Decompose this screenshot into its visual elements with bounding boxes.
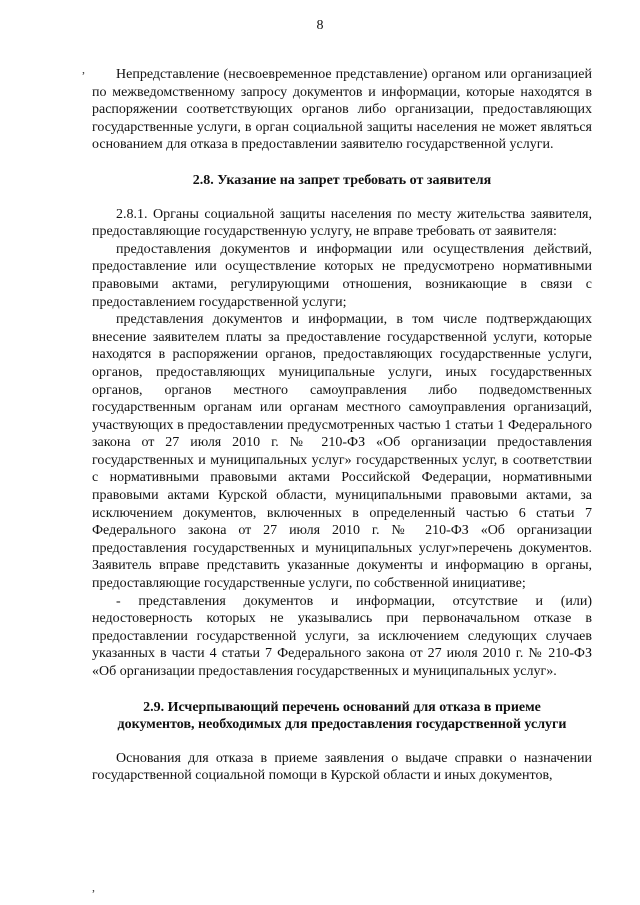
scan-mark: , <box>82 62 85 76</box>
section-heading-2-8: 2.8. Указание на запрет требовать от заявителя <box>192 172 492 188</box>
paragraph: Основания для отказа в приеме заявления о выдаче справки о назначении государственной социальной помощи в Курской области и иных документов, <box>92 750 592 784</box>
paragraph: - представления документов и информации, отсутствие и (или) недостоверность которых не указывались при первоначальном отказе в предоставлении государственной услуги, за исключением следующих случаев указанных в части 4 статьи 7 Федерального закона от 27 июля 2010 г. № 210-ФЗ «Об организации предоставления государственных и муниципальных услуг». <box>92 593 592 679</box>
page-number: 8 <box>316 18 324 33</box>
paragraph: Непредставление (несвоевременное представление) органом или организацией по межведомственному запросу документов и информации, которые находятся в распоряжении соответствующих органов либо организации, предоставляющих государственные услуги, в орган социальной защиты населения не может являться основанием для отказа в предоставлении заявителю государственной услуги. <box>92 67 592 153</box>
paragraph: представления документов и информации, в том числе подтверждающих внесение заявителем платы за предоставление государственной услуги, которые находятся в распоряжении органов, предоставляющих государственные услуги, органов, предоставляющих муниципальные услуги, иных государственных органов, органов местного самоуправления либо подведомственных государственным органам или органам местного самоуправления организаций, участвующих в предоставлении предусмотренных частью 1 статьи 1 Федерального закона от 27 июля 2010 г. № 210-ФЗ «Об организации предоставления государственных и муниципальных услуг» государственных услуг, в соответствии с нормативными правовыми актами Российской Федерации, нормативными правовыми актами Курской области, муниципальными правовыми актами, за исключением документов, включенных в определенный частью 6 статьи 7 Федерального закона от 27 июля 2010 г. № 210-ФЗ «Об организации предоставления государственных и муниципальных услуг»перечень документов. Заявитель вправе представить указанные документы и информацию в органы, предоставляющие государственные услуги, по собственной инициативе; <box>92 312 592 592</box>
scan-mark: , <box>92 880 95 894</box>
paragraph: предоставления документов и информации или осуществления действий, предоставление или осуществление которых не предусмотрено нормативными правовыми актами, регулирующими отношения, возникающие в связи с предоставлением государственной услуги; <box>92 241 592 310</box>
paragraph: 2.8.1. Органы социальной защиты населения по месту жительства заявителя, предоставляющие государственную услугу, не вправе требовать от заявителя: <box>92 206 592 240</box>
heading-line: 2.9. Исчерпывающий перечень оснований для отказа в приеме <box>143 699 541 715</box>
section-heading-2-9 <box>92 699 592 734</box>
heading-line: документов, необходимых для предоставления государственной услуги <box>117 717 567 733</box>
document-body <box>92 66 592 785</box>
